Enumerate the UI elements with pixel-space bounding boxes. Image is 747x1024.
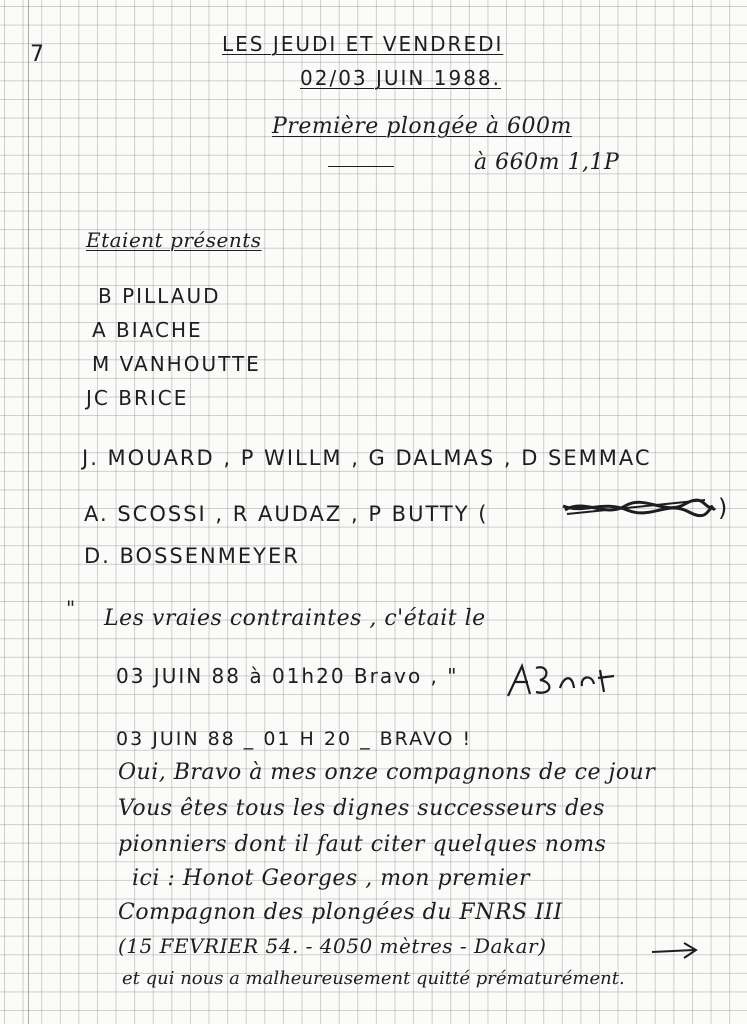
quote-line-1: Les vraies contraintes , c'était le — [104, 606, 486, 631]
crew-row-1: J. MOUARD , P WILLM , G DALMAS , D SEMMAC — [82, 446, 652, 470]
page-number: 7 — [30, 42, 46, 67]
margin-line — [28, 0, 29, 1024]
bravo-line: 03 JUIN 88 _ 01 H 20 _ BRAVO ! — [116, 728, 473, 750]
handwritten-signature — [500, 658, 620, 702]
letter-line-6: (15 FEVRIER 54. - 4050 mètres - Dakar) — [118, 934, 547, 958]
crew-row-3: D. BOSSENMEYER — [84, 544, 300, 568]
crew-row-2-close: ) — [718, 494, 730, 522]
crossed-out-scribble — [555, 488, 720, 528]
right-arrow-icon — [650, 940, 700, 962]
crew-row-2: A. SCOSSI , R AUDAZ , P BUTTY ( — [84, 502, 489, 526]
present-name-4: JC BRICE — [86, 386, 189, 410]
quote-open-mark: " — [66, 596, 76, 620]
dive-line-1: Première plongée à 600m — [272, 114, 572, 139]
quote-line-2: 03 JUIN 88 à 01h20 Bravo , " — [116, 664, 459, 688]
letter-line-3: pionniers dont il faut citer quelques noms — [118, 832, 607, 857]
present-name-3: M VANHOUTTE — [92, 352, 261, 376]
present-name-2: A BIACHE — [92, 318, 203, 342]
letter-line-5: Compagnon des plongées du FNRS III — [118, 900, 563, 925]
header-date-days: LES JEUDI ET VENDREDI — [222, 32, 504, 56]
letter-line-4: ici : Honot Georges , mon premier — [132, 866, 531, 891]
ditto-dash — [328, 166, 394, 167]
header-date: 02/03 JUIN 1988. — [300, 66, 502, 90]
letter-line-1: Oui, Bravo à mes onze compagnons de ce jour — [118, 760, 656, 785]
dive-line-2: à 660m 1,1P — [474, 150, 620, 175]
present-heading: Etaient présents — [86, 228, 262, 252]
letter-line-7: et qui nous a malheureusement quitté prématurément. — [122, 968, 625, 989]
present-name-1: B PILLAUD — [98, 284, 221, 308]
letter-line-2: Vous êtes tous les dignes successeurs des — [118, 796, 605, 821]
